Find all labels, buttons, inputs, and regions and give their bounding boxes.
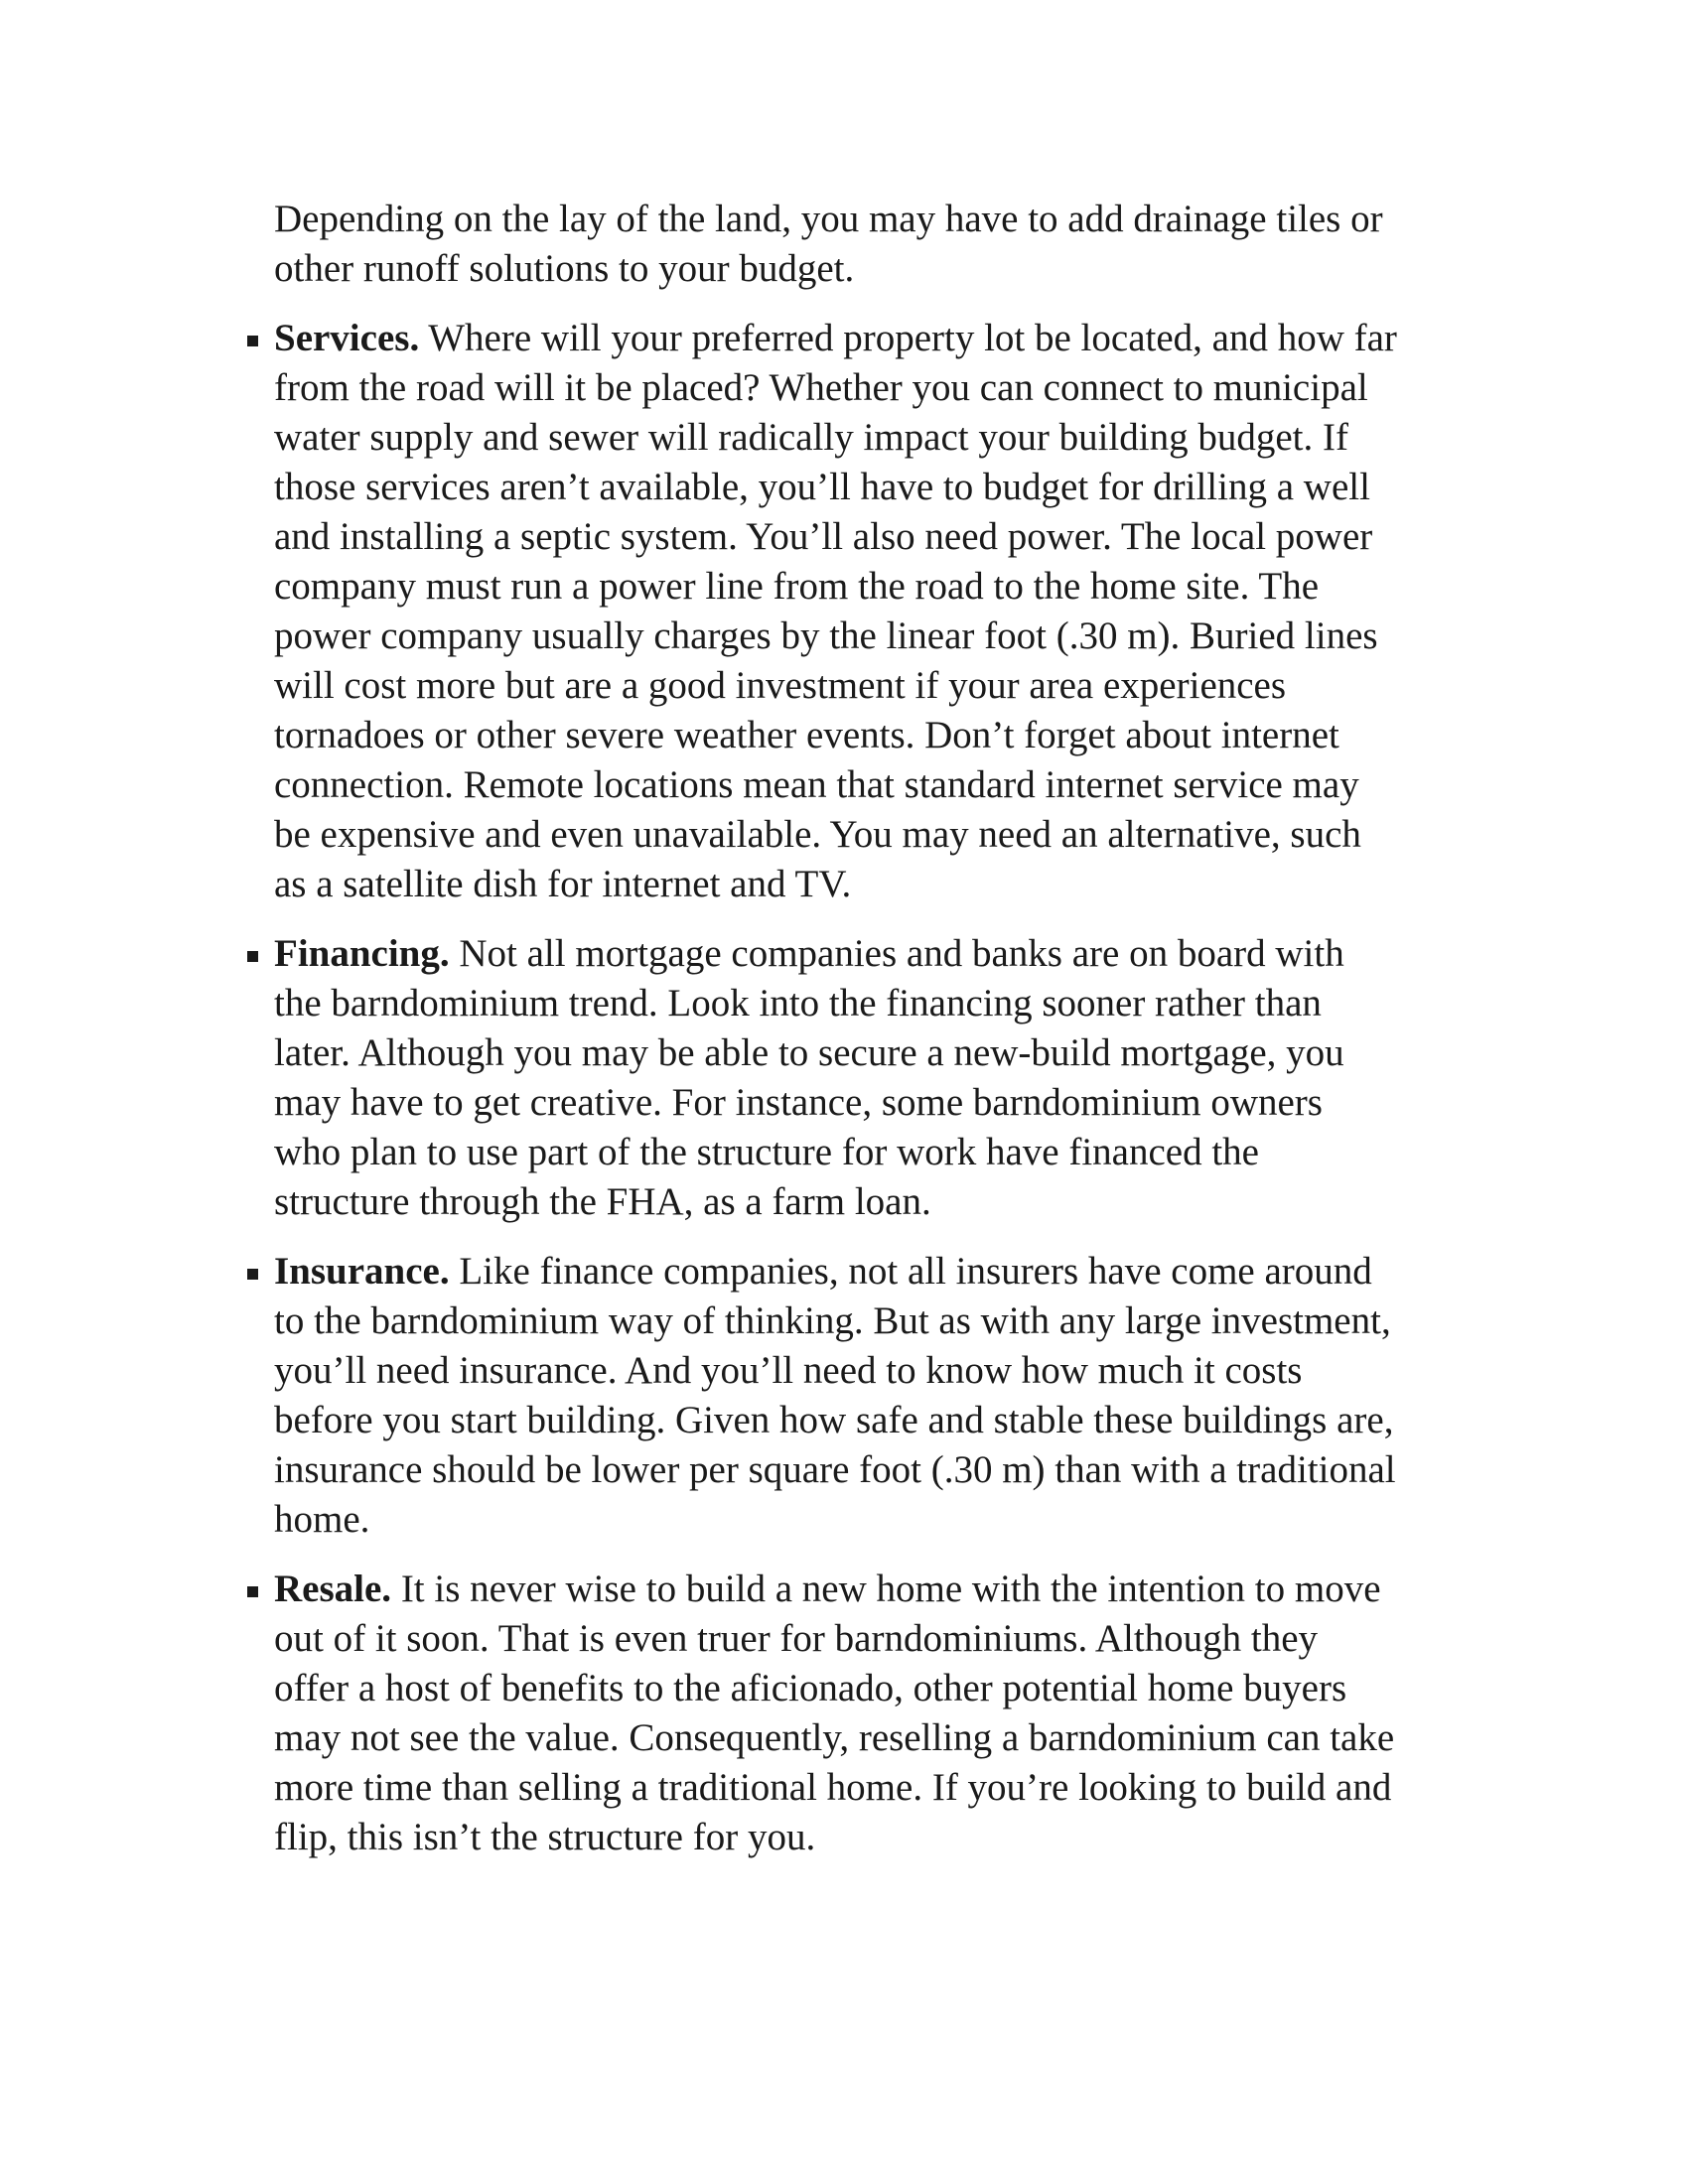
page-content <box>274 195 1495 1882</box>
item-text: Like finance companies, not all insurers have come around to the barndominium way of thinking. But as with any large investment, you’ll need insurance. And you’ll need to know how much it costs before you start building. Given how safe and stable these buildings are, insurance should be lower per square foot (.30 m) than with a traditional home. <box>274 1250 1396 1541</box>
item-term: Resale. <box>274 1568 392 1610</box>
intro-paragraph: Depending on the lay of the land, you may have to add drainage tiles or other runoff solutions to your budget. <box>274 198 1383 290</box>
item-text: Not all mortgage companies and banks are on board with the barndominium trend. Look into the financing sooner rather than later. Although you may be able to secure a new-build mortgage, you may have to get creative. For instance, some barndominium owners who plan to use part of the structure for work have financed the structure through the FHA, as a farm loan. <box>274 932 1344 1223</box>
bullet-icon <box>247 1586 258 1597</box>
item-term: Insurance. <box>274 1250 450 1293</box>
item-text: It is never wise to build a new home with the intention to move out of it soon. That is even truer for barndominiums. Although they offer a host of benefits to the aficionado, other potential home buyers may not see the value. Consequently, reselling a barndominium can take more time than selling a traditional home. If you’re looking to build and flip, this isn’t the structure for you. <box>274 1568 1395 1858</box>
list-item-insurance <box>274 1247 1495 1545</box>
list-item-financing <box>274 929 1495 1227</box>
item-text: Where will your preferred property lot be located, and how far from the road will it be placed? Whether you can connect to municipal water supply and sewer will radically impact your building budget. If those services aren’t available, you’ll have to budget for drilling a well and installing a septic system. You’ll also need power. The local power company must run a power line from the road to the home site. The power company usually charges by the linear foot (.30 m). Buried lines will cost more but are a good investment if your area experiences tornadoes or other severe weather events. Don’t forget about internet connection. Remote locations mean that standard internet service may be expensive and even unavailable. You may need an alternative, such as a satellite dish for internet and TV. <box>274 317 1397 905</box>
item-term: Financing. <box>274 932 450 975</box>
item-term: Services. <box>274 317 420 359</box>
bullet-icon <box>247 336 258 346</box>
list-item-resale <box>274 1565 1495 1862</box>
bullet-icon <box>247 1269 258 1280</box>
bullet-icon <box>247 951 258 962</box>
list-item-services <box>274 314 1495 909</box>
